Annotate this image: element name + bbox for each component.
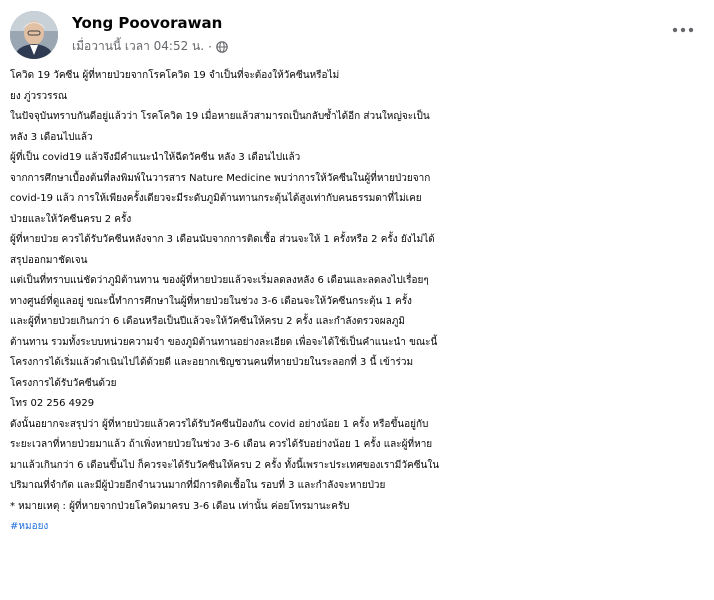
- post-line: ทางศูนย์ที่ดูแลอยู่ ขณะนี้ทำการศึกษาในผู้ที่หายป่วยในช่วง 3-6 เดือนจะให้วัคซีนกระตุ้น 1 ครั้ง: [10, 295, 412, 307]
- post-line: โครงการได้รับวัคซีนด้วย: [10, 377, 117, 389]
- post-line: แต่เป็นที่ทราบแน่ชัดว่าภูมิต้านทาน ของผู้ที่หายป่วยแล้วจะเริ่มลดลงหลัง 6 เดือนและลดลงไปเรื่อยๆ: [10, 275, 429, 286]
- post-line: covid-19 แล้ว การให้เพียงครั้งเดียวจะมีระดับภูมิต้านทานกระตุ้นได้สูงเท่ากับคนธรรมดาที่ไม่เคย: [10, 193, 422, 204]
- post-line: จากการศึกษาเบื้องต้นที่ลงพิมพ์ในวารสาร Nature Medicine พบว่าการให้วัคซีนในผู้ที่หายป่วยจาก: [10, 172, 431, 184]
- post-line: สรุปออกมาชัดเจน: [10, 254, 88, 266]
- post-line: ดังนั้นอยากจะสรุปว่า ผู้ที่หายป่วยแล้วควรได้รับวัคซีนป้องกัน covid อย่างน้อย 1 ครั้ง หรือขึ้นอยู่กับ: [10, 418, 429, 430]
- post-meta: [72, 37, 228, 56]
- post-line: หลัง 3 เดือนไปแล้ว: [10, 131, 93, 143]
- more-options-icon[interactable]: [668, 18, 698, 42]
- post-line: ในปัจจุบันทราบกันดีอยู่แล้วว่า โรคโควิด 19 เมื่อหายแล้วสามารถเป็นกลับซ้ำได้อีก ส่วนใหญ่จะเป็น: [10, 111, 430, 122]
- post-line: ผู้ที่เป็น covid19 แล้วจึงมีคำแนะนำให้ฉีดวัคซีน หลัง 3 เดือนไปแล้ว: [10, 152, 301, 163]
- hashtag-link[interactable]: #หมอยง: [10, 521, 49, 532]
- post-line: โควิด 19 วัคซีน ผู้ที่หายป่วยจากโรคโควิด 19 จำเป็นที่จะต้องให้วัคซีนหรือไม่: [10, 70, 340, 81]
- avatar[interactable]: [10, 11, 58, 59]
- post-header: [10, 8, 704, 60]
- post-line: ยง ภู่วรวรรณ: [10, 90, 68, 102]
- post-line: ต้านทาน รวมทั้งระบบหน่วยความจำ ของภูมิต้านทานอย่างละเอียด เพื่อจะได้ใช้เป็นคำแนะนำ ขณะนี้: [10, 336, 438, 348]
- post-line: โทร 02 256 4929: [10, 398, 95, 409]
- post-line: มาแล้วเกินกว่า 6 เดือนขึ้นไป ก็ควรจะได้รับวัคซีนให้ครบ 2 ครั้ง ทั้งนี้เพราะประเทศของเรามีวัคซีนใน: [10, 459, 440, 471]
- post-line: ผู้ที่หายป่วย ควรได้รับวัคซีนหลังจาก 3 เดือนนับจากการติดเชื้อ ส่วนจะให้ 1 ครั้งหรือ 2 ครั้ง ยังไม่ได้: [10, 234, 435, 245]
- author-name[interactable]: Yong Poovorawan: [72, 14, 223, 32]
- post-line: โครงการได้เริ่มแล้วดำเนินไปได้ด้วยดี และอยากเชิญชวนคนที่หายป่วยในระลอกที่ 3 นี้ เข้าร่วม: [10, 357, 414, 368]
- post-body: [10, 66, 706, 538]
- avatar-photo: [10, 11, 58, 59]
- globe-icon[interactable]: [216, 41, 228, 53]
- post-line: และผู้ที่หายป่วยเกินกว่า 6 เดือนหรือเป็นปีแล้วจะให้วัคซีนให้ครบ 2 ครั้ง และกำลังตรวจผลภูมิ: [10, 316, 405, 327]
- post-line: * หมายเหตุ : ผู้ที่หายจากป่วยโควิดมาครบ 3-6 เดือน เท่านั้น ค่อยโทรมานะครับ: [10, 500, 350, 512]
- post-line: ปริมาณที่จำกัด และมีผู้ป่วยอีกจำนวนมากที่มีการติดเชื้อใน รอบที่ 3 และกำลังจะหายป่วย: [10, 480, 386, 491]
- meta-separator: ·: [208, 39, 212, 54]
- post-timestamp[interactable]: เมื่อวานนี้ เวลา 04:52 น.: [72, 39, 205, 53]
- post-line: ป่วยและให้วัคซีนครบ 2 ครั้ง: [10, 213, 132, 225]
- post-line: ระยะเวลาที่หายป่วยมาแล้ว ถ้าเพิ่งหายป่วยในช่วง 3-6 เดือน ควรได้รับอย่างน้อย 1 ครั้ง และผู้ที่หาย: [10, 439, 433, 450]
